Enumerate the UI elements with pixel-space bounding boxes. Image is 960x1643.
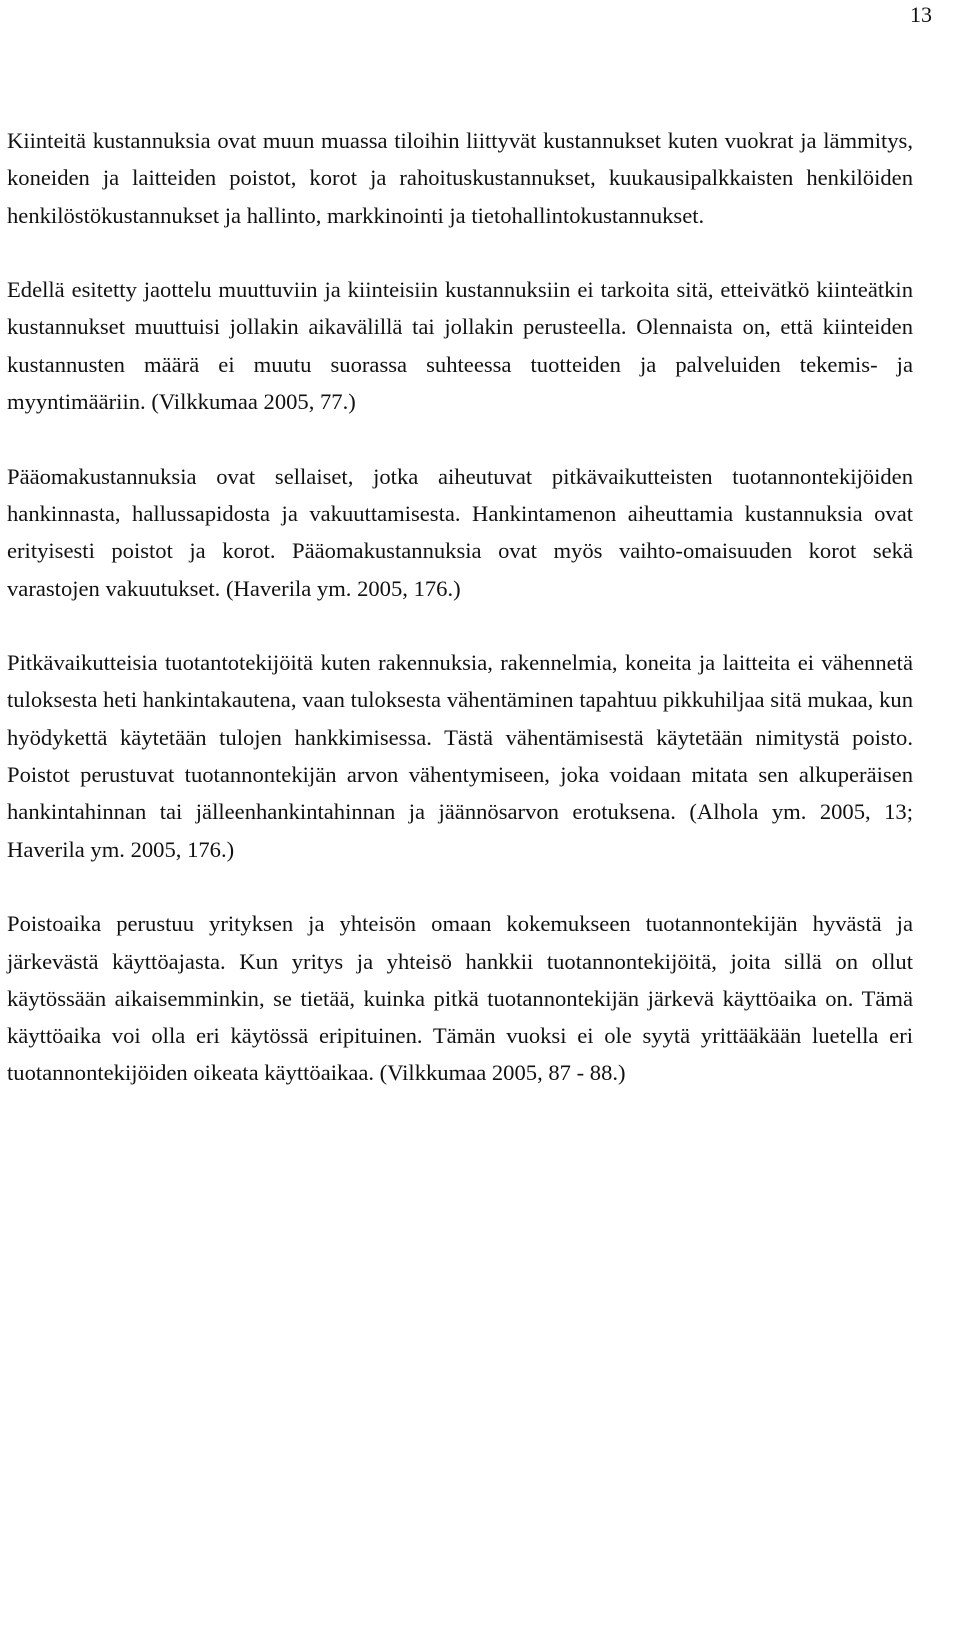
paragraph-depreciation: Pitkävaikutteisia tuotantotekijöitä kuten rakennuksia, rakennelmia, koneita ja laitteita ei vähennetä tuloksesta heti hankintakautena, vaan tuloksesta vähentäminen tapahtuu pikkuhiljaa sitä mukaa, kun hyödykettä käytetään tulojen hankkimisessa. Tästä vähentämisestä käytetään nimitystä poisto. Poistot perustuvat tuotannontekijän arvon vähentymiseen, joka voidaan mitata sen alkuperäisen hankintahinnan tai jälleenhankintahinnan ja jäännösarvon erotuksena. (Alhola ym. 2005, 13; Haverila ym. 2005, 176.): [7, 650, 913, 862]
paragraph-depreciation-period: Poistoaika perustuu yrityksen ja yhteisön omaan kokemukseen tuotannontekijän hyvästä ja järkevästä käyttöajasta. Kun yritys ja yhteisö hankkii tuotannontekijöitä, joita sillä on ollut käytössään aikaisemminkin, se tietää, kuinka pitkä tuotannontekijän järkevä käyttöaika on. Tämä käyttöaika voi olla eri käytössä eripituinen. Tämän vuoksi ei ole syytä yrittääkään luetella eri tuotannontekijöiden oikeata käyttöaikaa. (Vilkkumaa 2005, 87 - 88.): [7, 911, 913, 1086]
paragraph-capital-costs: Pääomakustannuksia ovat sellaiset, jotka aiheutuvat pitkävaikutteisten tuotannontekijöiden hankinnasta, hallussapidosta ja vakuuttamisesta. Hankintamenon aiheuttamia kustannuksia ovat erityisesti poistot ja korot. Pääomakustannuksia ovat myös vaihto-omaisuuden korot sekä varastojen vakuutukset. (Haverila ym. 2005, 176.): [7, 463, 913, 601]
paragraph-fixed-costs: Kiinteitä kustannuksia ovat muun muassa tiloihin liittyvät kustannukset kuten vuokrat ja lämmitys, koneiden ja laitteiden poistot, korot ja rahoituskustannukset, kuukausipalkkaisten henkilöiden henkilöstökustannukset ja hallinto, markkinointi ja tietohallintokustannukset.: [7, 128, 913, 228]
document-body: [7, 122, 913, 1092]
page-number: 13: [910, 2, 932, 27]
paragraph-cost-division: Edellä esitetty jaottelu muuttuviin ja kiinteisiin kustannuksiin ei tarkoita sitä, etteivätkö kiinteätkin kustannukset muuttuisi jollakin aikavälillä tai jollakin perusteella. Olennaista on, että kiinteiden kustannusten määrä ei muutu suorassa suhteessa tuotteiden ja palveluiden tekemis- ja myyntimääriin. (Vilkkumaa 2005, 77.): [7, 277, 913, 415]
